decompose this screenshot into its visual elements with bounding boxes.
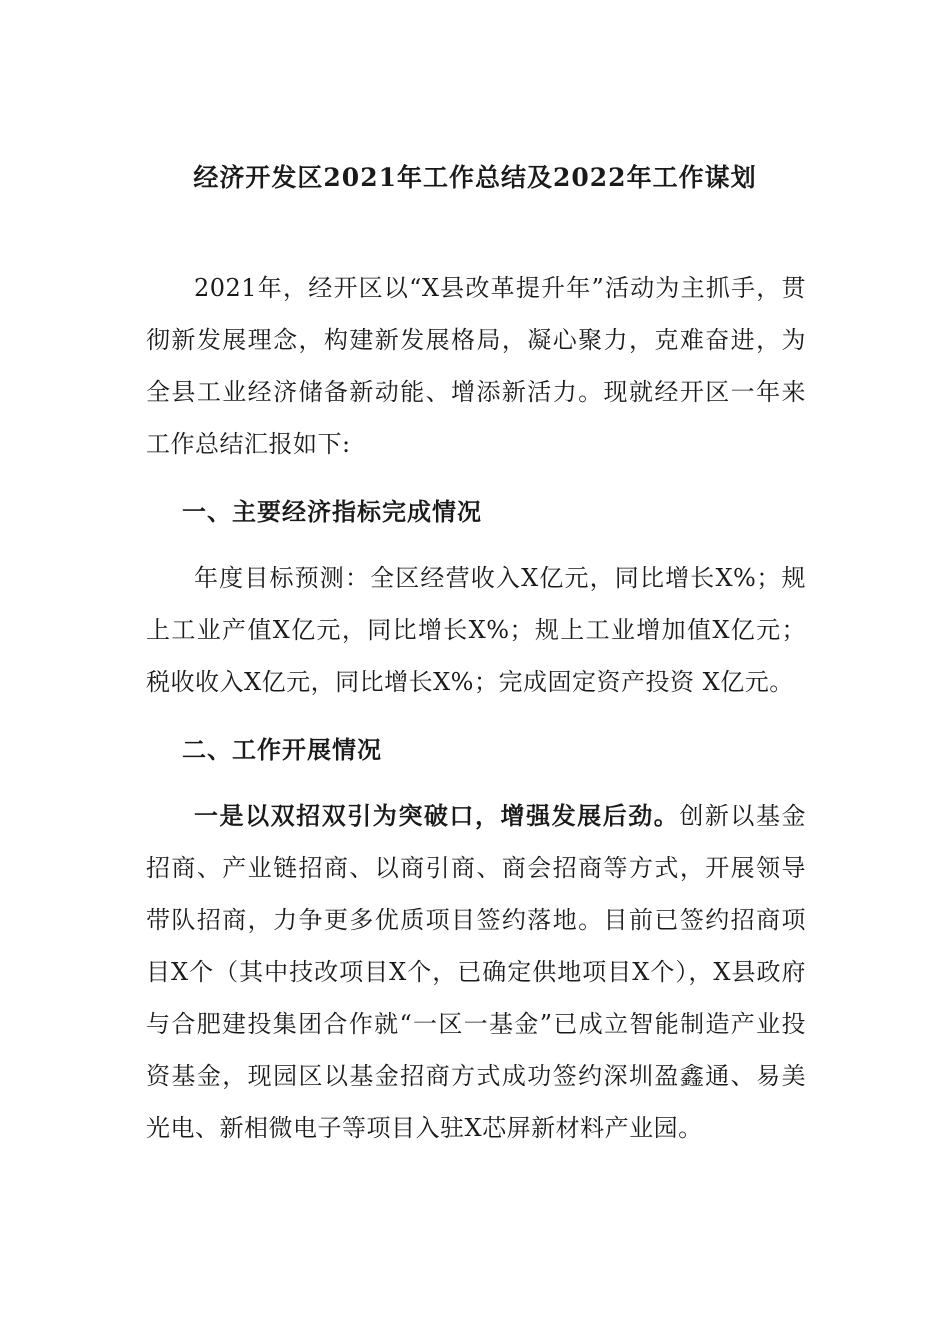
intro-paragraph: 2021年，经开区以“X县改革提升年”活动为主抓手，贯彻新发展理念，构建新发展格局，凝心聚力，克难奋进，为全县工业经济储备新动能、增添新活力。现就经开区一年来工作总结汇报如下: xyxy=(146,274,806,458)
work-lead-sentence: 一是以双招双引为突破口，增强发展后劲。 xyxy=(194,801,680,830)
work-paragraph xyxy=(146,790,806,1154)
document-title: 经济开发区2021年工作总结及2022年工作谋划 xyxy=(193,163,757,192)
section-heading-work: 二、工作开展情况 xyxy=(182,735,382,764)
work-body-text: 创新以基金招商、产业链招商、以商引商、商会招商等方式，开展领导带队招商，力争更多优质项目签约落地。目前已签约招商项目X个（其中技改项目X个，已确定供地项目X个），X县政府与合肥建投集团合作就“一区一基金”已成立智能制造产业投资基金，现园区以基金招商方式成功签约深圳盈鑫通、易美光电、新相微电子等项目入驻X芯屏新材料产业园。 xyxy=(146,802,807,1142)
indicators-paragraph: 年度目标预测：全区经营收入X亿元，同比增长X%；规上工业产值X亿元，同比增长X%；规上工业增加值X亿元；税收收入X亿元，同比增长X%；完成固定资产投资 X亿元。 xyxy=(146,564,806,696)
section-heading-indicators: 一、主要经济指标完成情况 xyxy=(182,497,482,526)
document-body xyxy=(146,262,806,1154)
